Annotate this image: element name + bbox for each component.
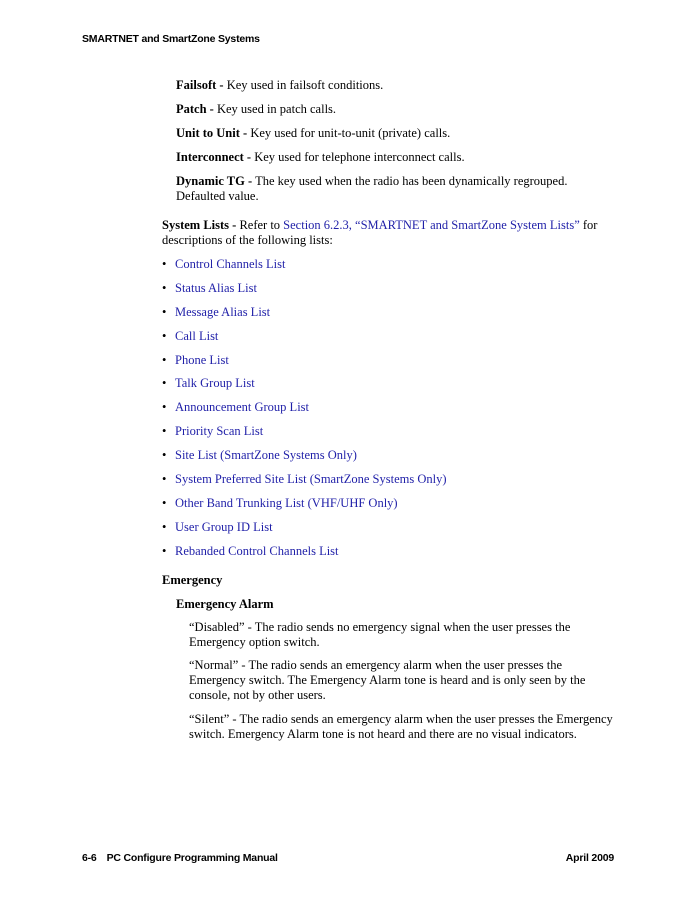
bullet-icon: •: [162, 543, 167, 558]
list-link[interactable]: Message Alias List: [175, 304, 271, 319]
key-term: Interconnect -: [176, 150, 252, 164]
list-item: [162, 400, 447, 424]
list-link[interactable]: Call List: [175, 328, 219, 343]
option-line: “Normal” - The radio sends an emergency alarm when the user presses the: [189, 658, 563, 672]
key-term: Failsoft -: [176, 78, 224, 92]
bullet-icon: •: [162, 495, 167, 510]
list-item: [162, 472, 447, 496]
list-link[interactable]: Other Band Trunking List (VHF/UHF Only): [175, 495, 398, 510]
bullet-icon: •: [162, 400, 167, 415]
manual-title: PC Configure Programming Manual: [106, 852, 278, 864]
system-lists-pre: Refer to: [236, 218, 284, 232]
key-desc: Key used for telephone interconnect calls.: [251, 150, 465, 164]
system-lists-post: for: [579, 218, 598, 232]
key-term: Patch -: [176, 102, 214, 116]
key-desc-line2: Defaulted value.: [176, 189, 259, 203]
emergency-alarm-subheading: Emergency Alarm: [176, 597, 274, 611]
key-dynamic-tg: [176, 174, 567, 204]
option-silent: [189, 712, 613, 742]
page-number: 6-6: [82, 852, 97, 864]
emergency-heading: Emergency: [162, 573, 223, 587]
bullet-icon: •: [162, 424, 167, 439]
list-link[interactable]: System Preferred Site List (SmartZone Systems Only): [175, 472, 447, 487]
key-desc: Key used for unit-to-unit (private) calls.: [247, 126, 451, 140]
option-line: Emergency option switch.: [189, 635, 320, 649]
key-term: Unit to Unit -: [176, 126, 248, 140]
bullet-icon: •: [162, 328, 167, 343]
list-item: [162, 305, 447, 329]
list-link[interactable]: Phone List: [175, 352, 229, 367]
list-item: [162, 424, 447, 448]
list-link[interactable]: Site List (SmartZone Systems Only): [175, 448, 357, 463]
section-link[interactable]: Section 6.2.3, “SMARTNET and SmartZone System Lists”: [283, 218, 580, 232]
list-link[interactable]: Status Alias List: [175, 280, 257, 295]
running-header: SMARTNET and SmartZone Systems: [82, 33, 260, 45]
option-line: “Disabled” - The radio sends no emergency signal when the user presses the: [189, 620, 571, 634]
list-link[interactable]: Control Channels List: [175, 257, 286, 271]
footer-left: [82, 851, 278, 866]
bullet-icon: •: [162, 376, 167, 391]
bullet-icon: •: [162, 257, 167, 271]
option-disabled: [189, 620, 570, 650]
list-link[interactable]: Talk Group List: [175, 376, 255, 391]
list-item: [162, 353, 447, 377]
bullet-icon: •: [162, 304, 167, 319]
list-item: [162, 448, 447, 472]
key-term: Dynamic TG -: [176, 174, 253, 188]
system-lists-list: [162, 257, 447, 568]
bullet-icon: •: [162, 280, 167, 295]
key-desc: Key used in failsoft conditions.: [223, 78, 384, 92]
system-lists-line2: descriptions of the following lists:: [162, 233, 333, 247]
bullet-icon: •: [162, 519, 167, 534]
option-line: console, not by other users.: [189, 688, 326, 702]
list-link[interactable]: User Group ID List: [175, 519, 273, 534]
list-link[interactable]: Announcement Group List: [175, 400, 310, 415]
system-lists-term: System Lists -: [162, 218, 237, 232]
list-link[interactable]: Priority Scan List: [175, 424, 264, 439]
bullet-icon: •: [162, 352, 167, 367]
list-item: [162, 520, 447, 544]
key-unit-to-unit: [176, 126, 450, 141]
footer-date: April 2009: [565, 852, 614, 864]
list-link[interactable]: Rebanded Control Channels List: [175, 543, 339, 558]
option-line: Emergency switch. The Emergency Alarm tone is heard and is only seen by the: [189, 673, 586, 687]
key-desc: The key used when the radio has been dynamically regrouped.: [252, 174, 568, 188]
key-patch: [176, 102, 336, 117]
bullet-icon: •: [162, 448, 167, 463]
bullet-icon: •: [162, 472, 167, 487]
key-interconnect: [176, 150, 465, 165]
option-normal: [189, 658, 585, 703]
option-line: “Silent” - The radio sends an emergency alarm when the user presses the Emergency: [189, 712, 613, 726]
list-item: [162, 329, 447, 353]
list-item: [162, 544, 447, 568]
list-item: [162, 281, 447, 305]
list-item: [162, 257, 447, 281]
key-failsoft: [176, 78, 383, 93]
list-item: [162, 496, 447, 520]
system-lists-paragraph: [162, 218, 597, 248]
key-desc: Key used in patch calls.: [213, 102, 337, 116]
option-line: switch. Emergency Alarm tone is not heard and there are no visual indicators.: [189, 727, 577, 741]
list-item: [162, 376, 447, 400]
